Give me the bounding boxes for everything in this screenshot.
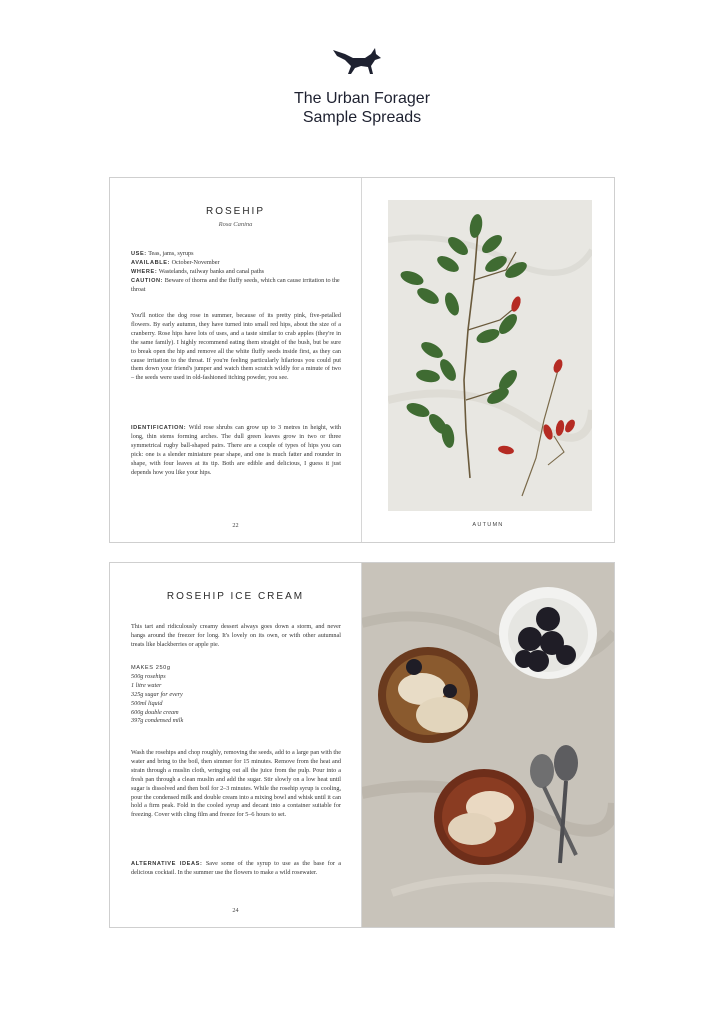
identification-paragraph xyxy=(131,424,341,477)
ingredient-item: 1 litre water xyxy=(131,681,162,689)
caution-label: CAUTION: xyxy=(131,277,164,284)
makes-label: MAKES 250g xyxy=(131,665,171,671)
ingredient-item: 500ml liquid xyxy=(131,699,163,707)
identification-value: Wild rose shrubs can grow up to 3 metres in height, with long, thin stems forming arches. The dull green leaves grow in two or three symmetrical rugby ball-shaped pairs. There are a couple of types of hips you can pick: one is a slender miniature pear shape, and one is much fatter and rounder in shape, with four leaves at its tip. Both are edible and delicious, I guess it just depends how you like your hips. xyxy=(131,424,342,476)
ingredient-item: 500g rosehips xyxy=(131,672,166,680)
rosehip-branch-photo xyxy=(388,200,592,511)
ingredient-item: 325g sugar for every xyxy=(131,690,183,698)
spread-rosehip-ice-cream xyxy=(109,562,615,928)
body-paragraph: You'll notice the dog rose in summer, because of its pretty pink, five-petalled flowers. By early autumn, they have turned into small red hips, about the size of a cranberry. Rose hips have lots of uses, and a taste similar to crab apples (they're in the same family). I highly recommend eating them straight of the bush, but be sure to break open the hip and remove all the white fluffy seeds inside first, as they can cause irritation to the throat. If you're feeling particularly hilarious you could put them down your friend's jumper and watch them scratch wildly for a minute of two – the seeds were used in old-fashioned itching powder, you see. xyxy=(131,312,341,382)
latin-name: Rosa Canina xyxy=(218,221,253,228)
season-label: AUTUMN xyxy=(472,522,504,528)
use-value: Teas, jams, syrups xyxy=(148,250,194,257)
page-23 xyxy=(362,178,614,542)
document-title: The Urban Forager xyxy=(293,90,431,107)
available-value: October-November xyxy=(171,258,220,266)
document-subtitle: Sample Spreads xyxy=(302,109,422,126)
method-paragraph: Wash the rosehips and chop roughly, removing the seeds, add to a large pan with the water and bring to the boil, then simmer for 15 minutes. Remove from the heat and strain through a muslin cloth, wringing out all the juice from the pulp. Pour into a fresh pan through a clean muslin and add the sugar. Stir slowly on a low heat until sugar is dissolved and then boil for 2–3 minutes. While the rosehip syrup is cooling, pour the condensed milk and double cream into a mixing bowl and whisk until it can hold a firm peak. Fold in the cooled syrup and decant into a container suitable for freezing. Cover with cling film and freeze for 5–6 hours to set. xyxy=(131,749,341,819)
ingredient-item: 600g double cream xyxy=(131,708,179,716)
spread-rosehip xyxy=(109,177,615,543)
alternative-ideas xyxy=(131,860,341,878)
ingredients-block xyxy=(131,664,341,726)
recipe-intro: This tart and ridiculously creamy dessert always goes down a storm, and never hangs around the freezer for long. It's lovely on its own, or with other autumnal treats like blackberries or apple pie. xyxy=(131,623,341,648)
page-25 xyxy=(362,563,614,927)
available-label: AVAILABLE: xyxy=(131,259,171,266)
page-24 xyxy=(110,563,361,927)
page-number: 24 xyxy=(232,907,239,914)
fox-icon xyxy=(331,44,383,76)
identification-label: IDENTIFICATION: xyxy=(131,425,187,431)
recipe-heading: ROSEHIP ICE CREAM xyxy=(166,591,305,602)
plant-facts xyxy=(131,250,341,295)
use-label: USE: xyxy=(131,251,147,257)
ingredient-item: 397g condensed milk xyxy=(131,717,184,725)
page-heading: ROSEHIP xyxy=(205,206,265,217)
caution-value: Beware of thorns and the fluffy seeds, which can cause irritation to the throat xyxy=(131,276,340,293)
ice-cream-photo xyxy=(362,563,614,927)
page-number: 22 xyxy=(232,522,239,529)
alt-ideas-value: Save some of the syrup to use as the base for a delicious cocktail. In the summer use the flowers to make a wild rosewater. xyxy=(131,860,342,876)
alt-ideas-label: ALTERNATIVE IDEAS: xyxy=(131,861,203,867)
page-22 xyxy=(110,178,361,542)
where-label: WHERE: xyxy=(131,268,158,275)
where-value: Wastelands, railway banks and canal paths xyxy=(158,267,265,275)
